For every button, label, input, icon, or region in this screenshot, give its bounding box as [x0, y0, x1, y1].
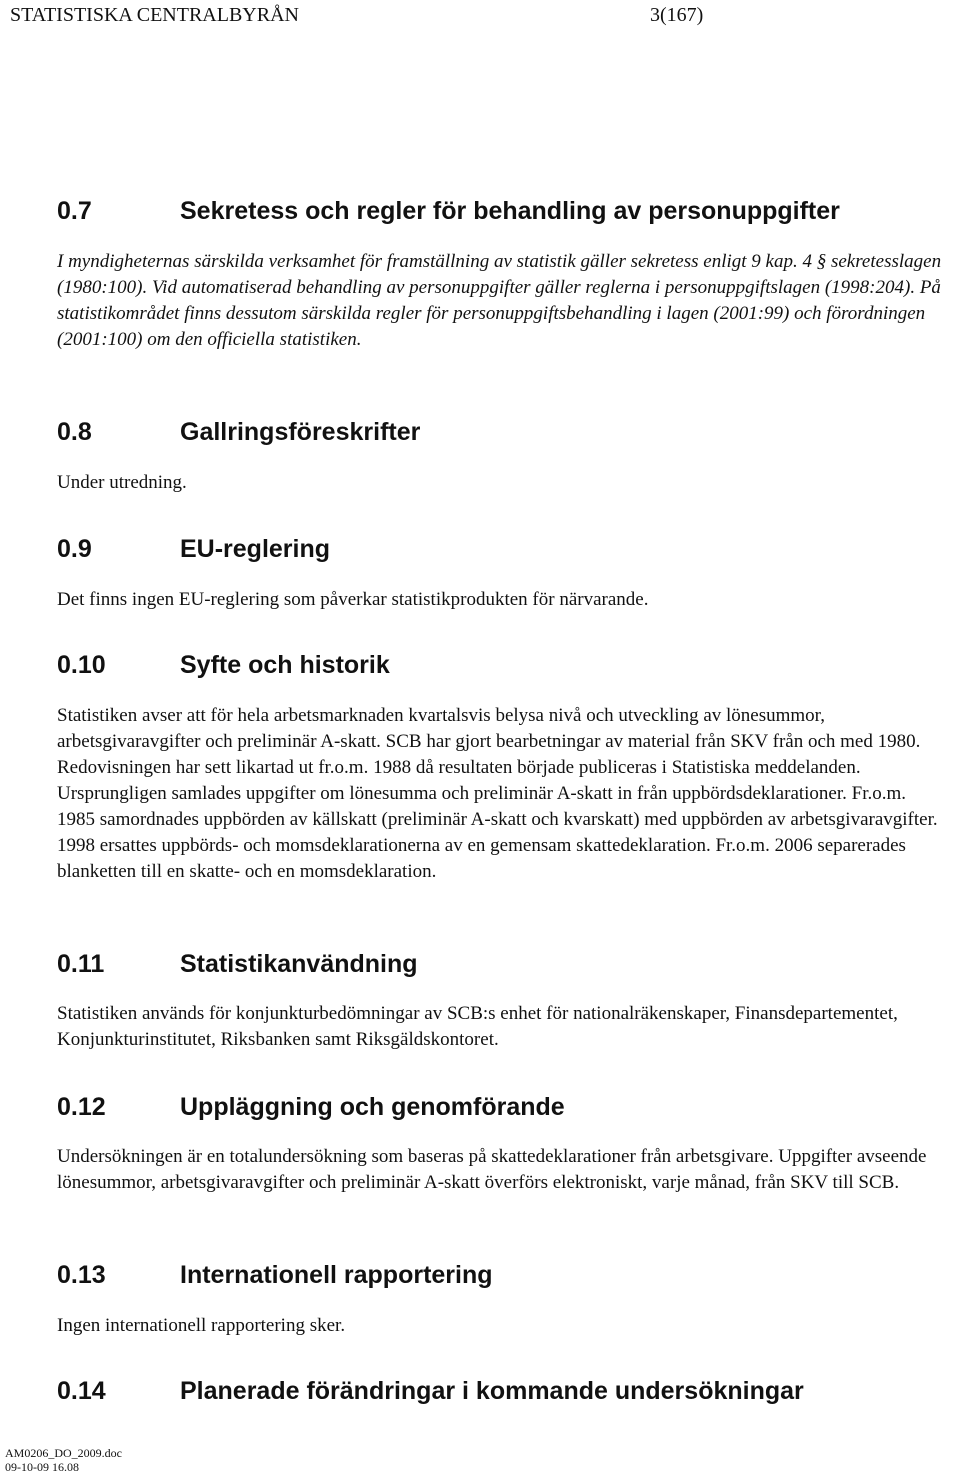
- section-title: Uppläggning och genomförande: [180, 1093, 565, 1121]
- section-number: 0.9: [57, 535, 92, 563]
- page-footer: [5, 1446, 122, 1474]
- section-body-0-9: Det finns ingen EU-reglering som påverkar statistikprodukten för närvarande.: [57, 589, 649, 610]
- section-number: 0.13: [57, 1261, 106, 1289]
- document-filename: AM0206_DO_2009.doc: [5, 1446, 122, 1460]
- section-title: EU-reglering: [180, 535, 331, 563]
- section-number: 0.7: [57, 197, 92, 225]
- section-body-0-7: I myndigheternas särskilda verksamhet för framställning av statistik gäller sekretess enligt 9 kap. 4 § sekretesslagen (1980:100). Vid automatiserad behandling av personuppgifter gäller reglerna i personuppgiftslagen (1998:204). På statistikområdet finns dessutom särskilda regler för personuppgiftsbehandling i lagen (2001:99) och förordningen (2001:100) om den officiella statistiken.: [57, 251, 942, 350]
- document-date: 09-10-09 16.08: [5, 1460, 79, 1474]
- section-title: Internationell rapportering: [180, 1261, 493, 1289]
- section-number: 0.8: [57, 418, 92, 446]
- section-number: 0.12: [57, 1093, 106, 1121]
- section-body-0-10: Statistiken avser att för hela arbetsmarknaden kvartalsvis belysa nivå och utveckling av lönesummor, arbetsgivaravgifter och preliminär A-skatt. SCB har gjort bearbetningar av material från SKV från och med 1980. Redovisningen har sett likartad ut fr.o.m. 1988 då resultaten började publiceras i Statistiska meddelanden. Ursprungligen samlades uppgifter om lönesumma och preliminär A-skatt in från uppbördsdeklarationer. Fr.o.m. 1985 samordnades uppbörden av källskatt (preliminär A-skatt och kvarskatt) med uppbörden av arbetsgivaravgifter. 1998 ersattes uppbörds- och momsdeklarationerna av en gemensam skattedeklaration. Fr.o.m. 2006 separerades blanketten till en skatte- och en momsdeklaration.: [57, 705, 938, 882]
- section-title: Sekretess och regler för behandling av personuppgifter: [180, 197, 840, 225]
- organization-name: STATISTISKA CENTRALBYRÅN: [10, 4, 299, 26]
- page-header: [10, 4, 730, 34]
- section-number: 0.11: [57, 950, 105, 978]
- section-title: Syfte och historik: [180, 651, 390, 679]
- section-number: 0.10: [57, 651, 106, 679]
- section-title: Gallringsföreskrifter: [180, 418, 421, 446]
- section-body-0-12: Undersökningen är en totalundersökning som baseras på skattedeklarationer från arbetsgivare. Uppgifter avseende lönesummor, arbetsgivaravgifter och preliminär A-skatt överförs elektroniskt, varje månad, från SKV till SCB.: [57, 1146, 927, 1193]
- section-body-0-11: Statistiken används för konjunkturbedömningar av SCB:s enhet för nationalräkenskaper, Finansdepartementet, Konjunkturinstitutet, Riksbanken samt Riksgäldskontoret.: [57, 1003, 898, 1050]
- section-number: 0.14: [57, 1377, 106, 1405]
- section-title: Statistikanvändning: [180, 950, 418, 978]
- section-body-0-13: Ingen internationell rapportering sker.: [57, 1315, 346, 1336]
- section-title: Planerade förändringar i kommande undersökningar: [180, 1377, 804, 1405]
- section-body-0-8: Under utredning.: [57, 472, 187, 493]
- page-number: 3(167): [650, 4, 704, 26]
